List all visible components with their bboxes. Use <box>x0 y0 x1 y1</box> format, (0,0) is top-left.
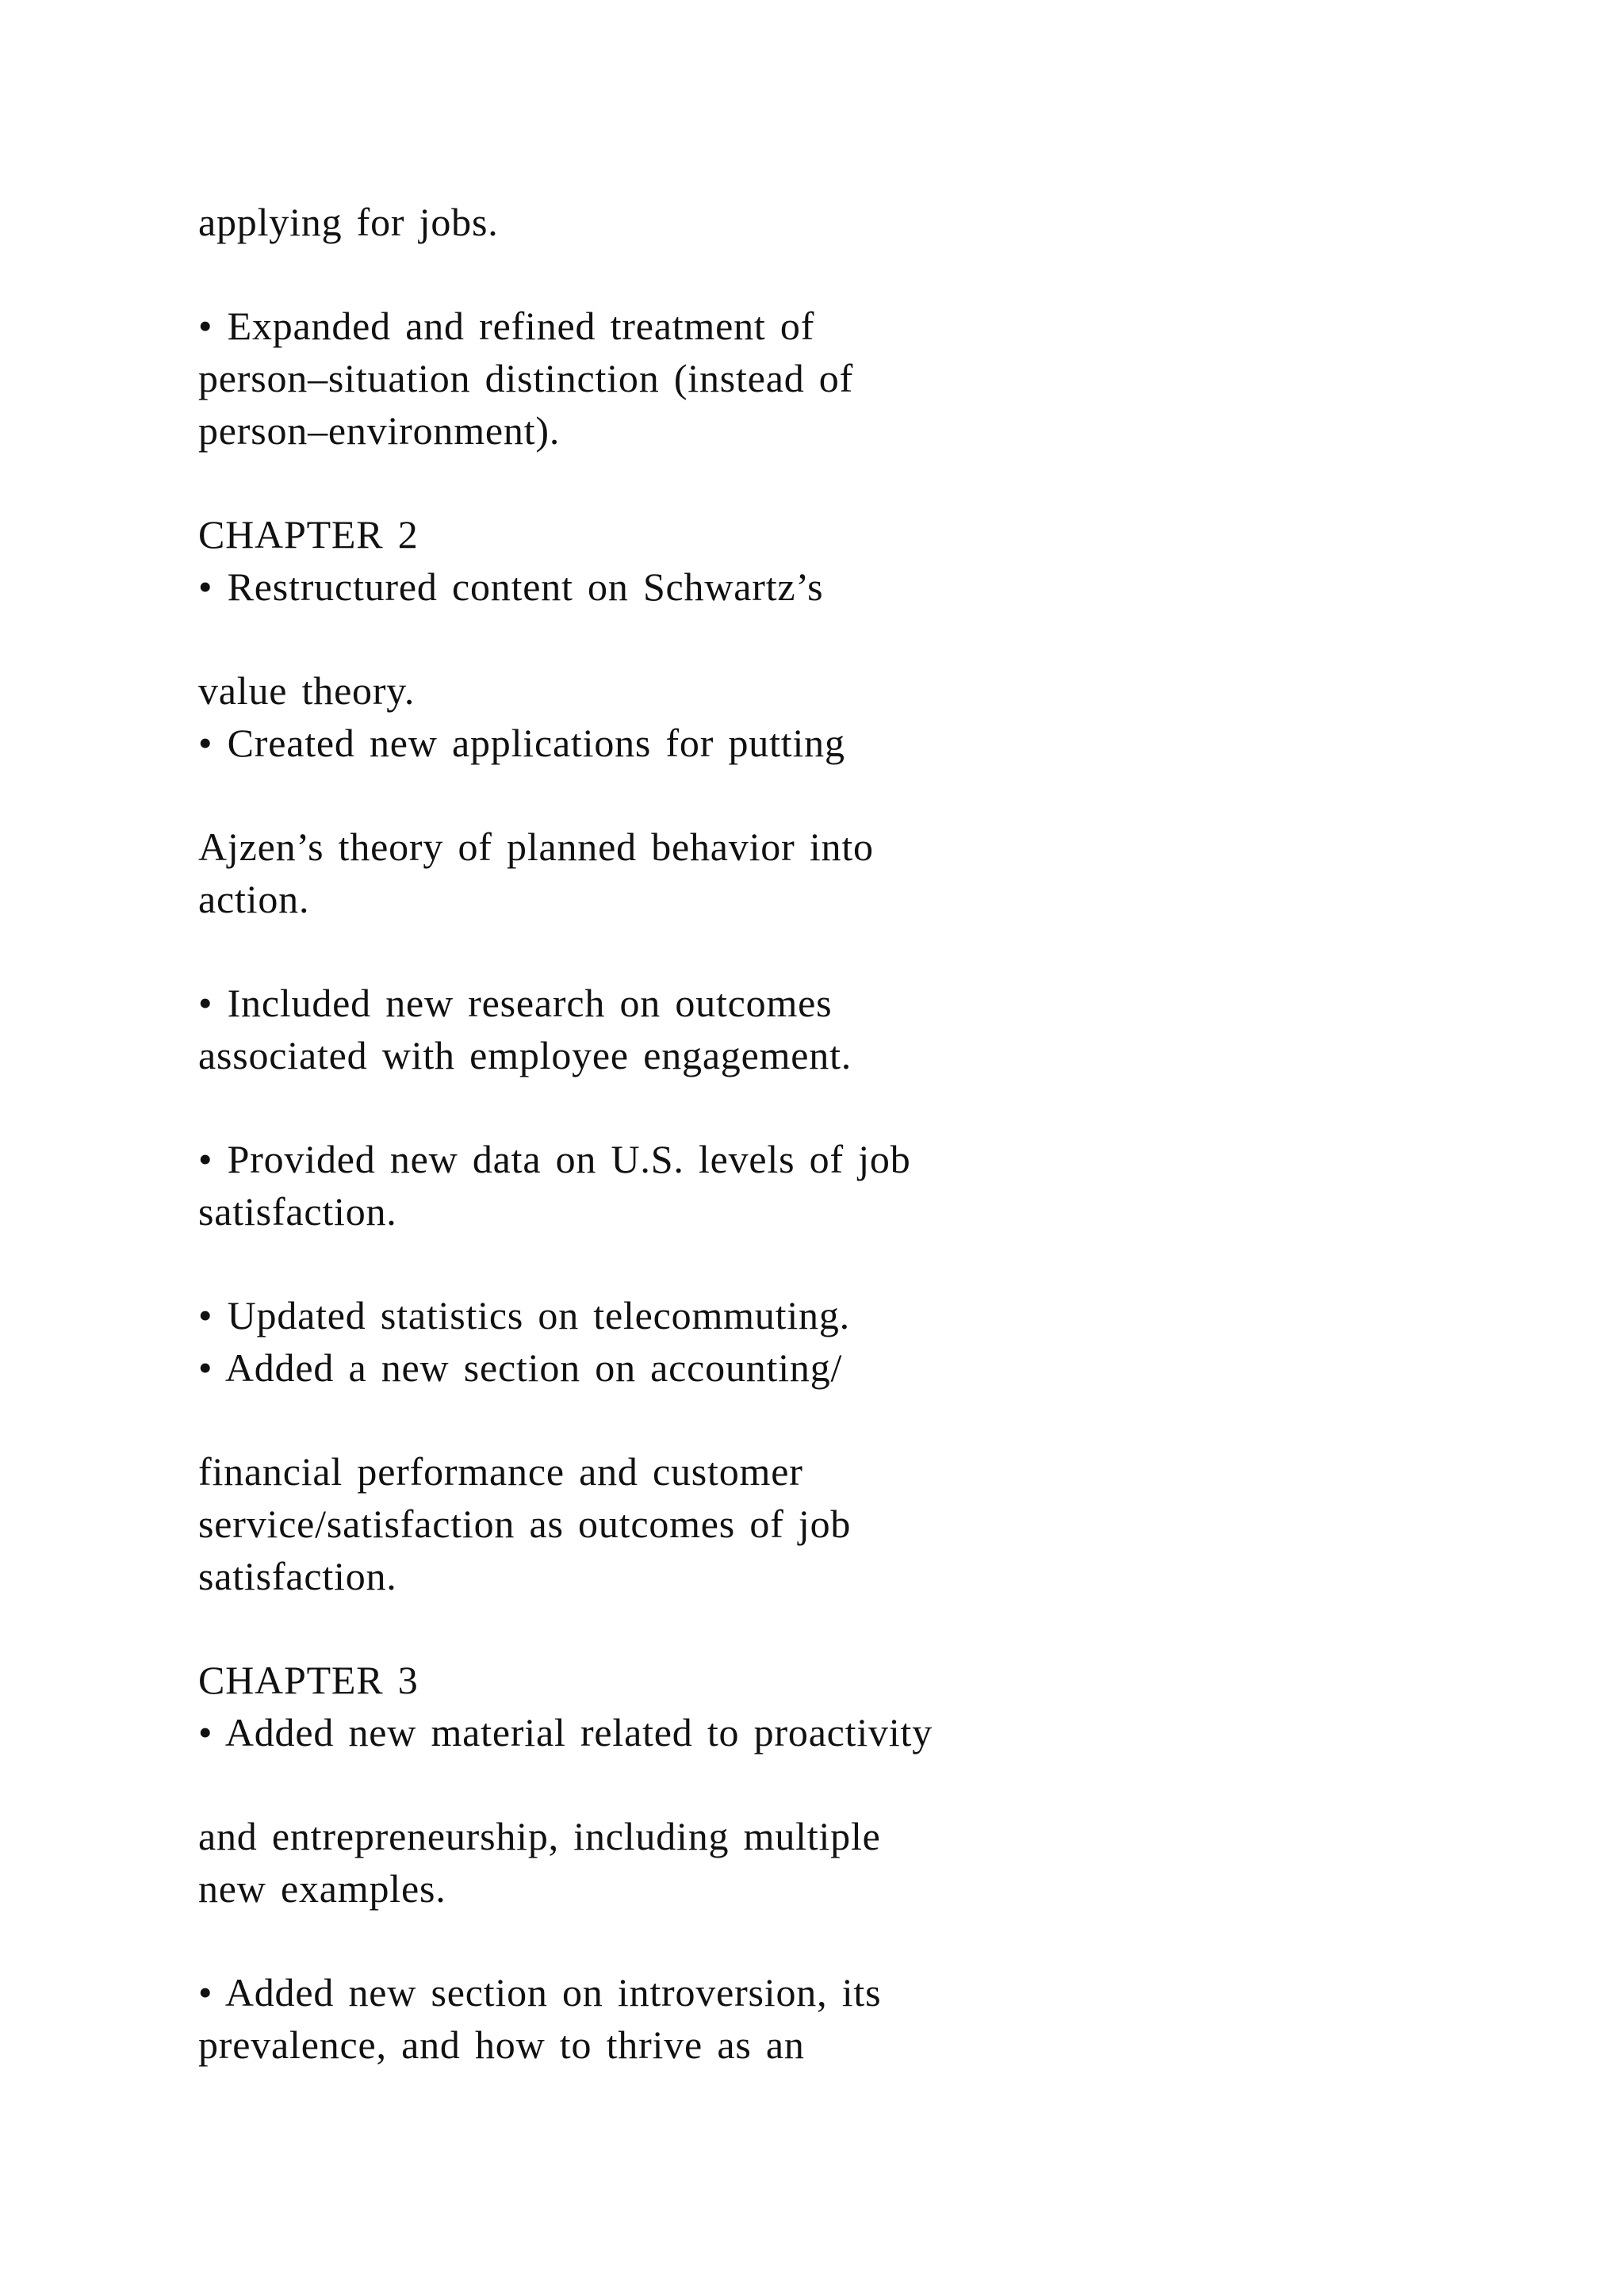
text-line: and entrepreneurship, including multiple <box>198 1814 881 1858</box>
bullet-item: • Created new applications for putting <box>198 721 845 765</box>
text-line: action. <box>198 877 310 921</box>
bullet-item: • Included new research on outcomes <box>198 981 833 1025</box>
text-line: person–environment). <box>198 408 561 453</box>
bullet-item: • Added new section on introversion, its <box>198 1970 882 2015</box>
text-line: Ajzen’s theory of planned behavior into <box>198 825 874 869</box>
chapter-heading: CHAPTER 3 <box>198 1658 419 1702</box>
bullet-item: • Added a new section on accounting/ <box>198 1345 843 1390</box>
text-line: service/satisfaction as outcomes of job <box>198 1502 852 1546</box>
bullet-item: • Expanded and refined treatment of <box>198 304 815 348</box>
bullet-item: • Updated statistics on telecommuting. <box>198 1293 850 1337</box>
text-line: satisfaction. <box>198 1189 397 1234</box>
bullet-item: • Added new material related to proactivity <box>198 1710 933 1755</box>
text-line: applying for jobs. <box>198 200 499 244</box>
text-line: financial performance and customer <box>198 1449 803 1494</box>
text-line: prevalence, and how to thrive as an <box>198 2022 805 2067</box>
text-line: associated with employee engagement. <box>198 1033 852 1077</box>
chapter-heading: CHAPTER 2 <box>198 512 419 557</box>
text-line: value theory. <box>198 668 416 713</box>
bullet-item: • Provided new data on U.S. levels of job <box>198 1137 911 1181</box>
text-line: person–situation distinction (instead of <box>198 356 854 400</box>
bullet-item: • Restructured content on Schwartz’s <box>198 564 824 609</box>
text-line: satisfaction. <box>198 1554 397 1598</box>
text-line: new examples. <box>198 1866 446 1911</box>
